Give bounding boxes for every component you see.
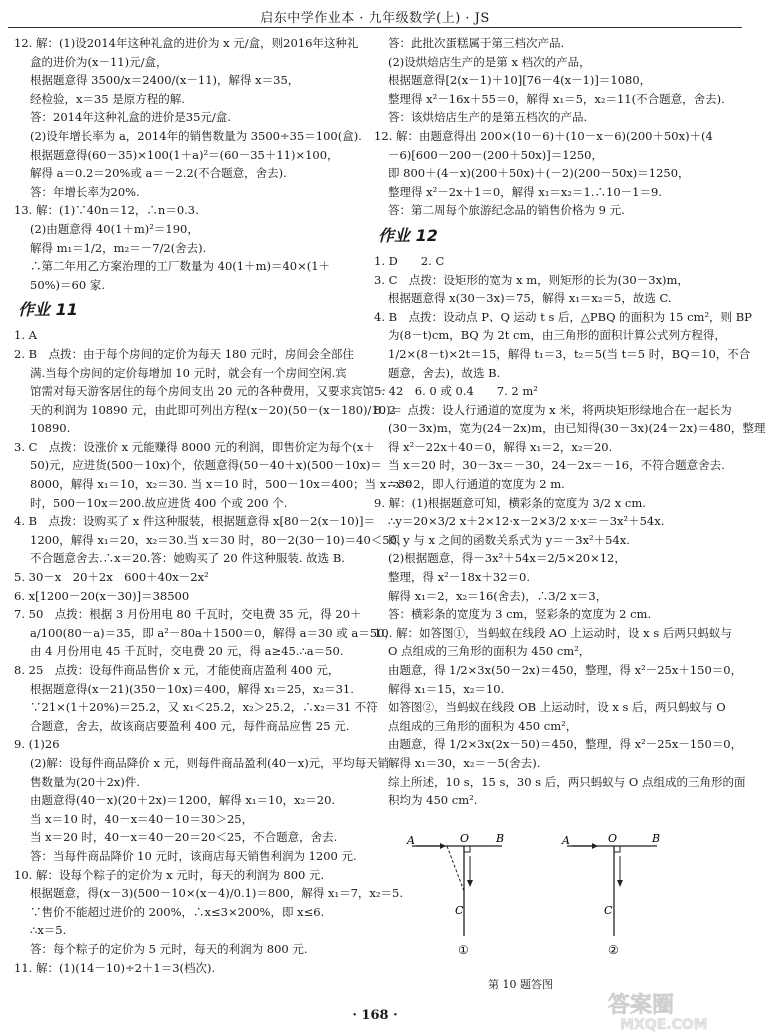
text-line: 解得 x₁＝30，x₂＝－5(舍去). [388, 755, 541, 770]
text-line: 根据题意得(60－35)×100(1＋a)²＝(60－35＋11)×100， [30, 147, 339, 162]
text-line: ∵21×(1＋20%)＝25.2，又 x₁＜25.2，x₂＞25.2，∴x₂＝31 不符 [30, 700, 378, 715]
text-line: 答：当每件商品降价 10 元时，该商店每天销售利润为 1200 元. [30, 848, 357, 863]
text-line: 7. 50 点拨：根据 3 月份用电 80 千瓦时，交电费 35 元，得 20＋ [14, 607, 362, 622]
text-line: 如答图②，当蚂蚁在线段 OB 上运动时，设 x s 后，两只蚂蚁与 O [388, 700, 726, 715]
text-line: 综上所述，10 s，15 s，30 s 后，两只蚂蚁与 O 点组成的三角形的面 [388, 774, 746, 789]
text-line: 答：该烘焙店生产的是第五档次的产品. [388, 110, 588, 125]
text-line: 3. C 点拨：设矩形的宽为 x m，则矩形的长为(30－3x)m， [374, 272, 689, 287]
text-line: 12. 解：由题意得出 200×(10－6)＋(10－x－6)(200＋50x)＋(4 [374, 128, 713, 143]
text-line: 整理得 x²－2x＋1＝0，解得 x₁＝x₂＝1.∴10－1＝9. [388, 184, 662, 199]
text-line: (2)解：设每件商品降价 x 元，则每件商品盈利(40－x)元，平均每天销 [30, 755, 390, 770]
text-line: ∴第二年用乙方案治理的工厂数量为 40(1＋m)＝40×(1＋ [30, 259, 331, 274]
label-a1: A [407, 834, 415, 847]
section-heading: 作业 11 [18, 300, 78, 320]
text-line: 即 y 与 x 之间的函数关系式为 y＝－3x²＋54x. [388, 532, 630, 547]
label-c2: C [604, 904, 613, 917]
text-line: O 点组成的三角形的面积为 450 cm²， [388, 644, 591, 659]
text-line: 解得 x₁＝2，x₂＝16(舍去)，∴3/2 x＝3， [388, 588, 608, 603]
text-line: 解得 m₁＝1/2，m₂＝－7/2(舍去). [30, 240, 207, 255]
text-line: 合题意，舍去，故该商店要盈利 400 元，每件商品应售 25 元. [30, 718, 350, 733]
label-o2: O [608, 832, 618, 845]
text-line: 由 4 月份用电 45 千瓦时，交电费 20 元，得 a≥45.∴a＝50. [30, 644, 344, 659]
text-line: (2)根据题意，得－3x²＋54x＝2/5×20×12， [388, 551, 626, 566]
text-line: 10. 解：设每个粽子的定价为 x 元时，每天的利润为 800 元. [14, 867, 325, 882]
text-line: 9. (1)26 [14, 737, 60, 752]
text-line: 3. C 点拨：设涨价 x 元能赚得 8000 元的利润，即售价定为每个(x＋ [14, 439, 375, 454]
text-line: ∴x＝5. [30, 923, 67, 938]
text-line: 根据题意得(x－21)(350－10x)＝400，解得 x₁＝25，x₂＝31. [30, 681, 354, 696]
text-line: 4. B 点拨：设购买了 x 件这种服装，根据题意得 x[80－2(x－10)]＝ [14, 514, 376, 529]
text-line: 答：2014年这种礼盒的进价是35元/盒. [30, 110, 231, 125]
text-line: 答：第二周每个旅游纪念品的销售价格为 9 元. [388, 203, 625, 218]
text-line: 答：每个粽子的定价为 5 元时，每天的利润为 800 元. [30, 941, 308, 956]
text-line: 当 x＝10 时，40－x＝40－10＝30＞25， [30, 811, 254, 826]
text-line: 9. 解：(1)根据题意可知，横彩条的宽度为 3/2 x cm. [374, 495, 646, 510]
text-line: 50%)＝60 家. [30, 277, 105, 292]
text-line: 解得 x₁＝15，x₂＝10. [388, 681, 505, 696]
section-heading: 作业 12 [378, 225, 438, 245]
figure-2 [561, 832, 660, 957]
text-line: ∵售价不能超过进价的 200%，∴x≤3×200%，即 x≤6. [30, 904, 325, 919]
label-o1: O [460, 832, 470, 845]
text-line: 根据题意，得(x－3)(500－10×(x－4)/0.1)＝800，解得 x₁＝7，x₂＝5. [30, 886, 403, 901]
header-title: 启东中学作业本 · 九年级数学(上) · JS [260, 11, 490, 26]
text-line: 由题意，得 1/2×3x(50－2x)＝450，整理，得 x²－25x＋150＝0， [388, 663, 743, 677]
text-line: 答：横彩条的宽度为 3 cm，竖彩条的宽度为 2 cm. [388, 607, 652, 622]
text-line: 整理，得 x²－18x＋32＝0. [388, 570, 530, 585]
text-line: 即 800＋(4－x)(200＋50x)＋(－2)(200－50x)＝1250， [388, 166, 690, 181]
watermark-line2: MXQE.COM [620, 1017, 708, 1033]
text-line: a/100(80－a)＝35，即 a²－80a＋1500＝0，解得 a＝30 或 a＝50， [30, 625, 396, 640]
text-line: (2)设烘焙店生产的是第 x 档次的产品， [388, 54, 591, 69]
right-column [374, 34, 765, 810]
text-line: 根据题意得 x(30－3x)＝75，解得 x₁＝x₂＝5，故选 C. [388, 291, 672, 306]
text-line: 解得 a＝0.2＝20%或 a＝－2.2(不合题意，舍去). [30, 166, 287, 181]
text-line: 根据题意得 3500/x＝2400/(x－11)，解得 x＝35， [30, 73, 300, 88]
text-line: 得 x²－22x＋40＝0，解得 x₁＝2，x₂＝20. [388, 439, 613, 454]
text-line: 50)元，应进货(500－10x)个，依题意得(50－40＋x)(500－10x)＝ [30, 458, 382, 473]
text-line: 6. x[1200－20(x－30)]＝38500 [14, 588, 190, 603]
text-line: 12. 解：(1)设2014年这种礼盒的进价为 x 元/盒，则2016年这种礼 [14, 36, 359, 50]
text-line: 11. 解：(1)(14－10)÷2＋1＝3(档次). [14, 960, 216, 975]
text-line: 1/2×(8－t)×2t＝15，解得 t₁＝3，t₂＝5(当 t＝5 时，BQ＝10，不合 [388, 346, 751, 361]
text-line: 根据题意得[2(x－1)＋10][76－4(x－1)]＝1080， [388, 73, 652, 88]
text-line: 5. 30－x 20＋2x 600＋40x－2x² [14, 570, 209, 585]
text-line: (30－3x)m，宽为(24－2x)m，由已知得(30－3x)(24－2x)＝480，整理 [388, 421, 765, 436]
figure-1 [406, 832, 504, 957]
text-line: 2. B 点拨：由于每个房间的定价为每天 180 元时，房间会全部住 [14, 346, 354, 361]
text-line: 4. B 点拨：设动点 P、Q 运动 t s 后，△PBQ 的面积为 15 cm²，则 BP [374, 309, 752, 324]
text-line: ∴y＝20×3/2 x＋2×12·x－2×3/2 x·x＝－3x²＋54x. [388, 514, 665, 529]
text-line: 由题意，得 1/2×3x(2x－50)＝450，整理，得 x²－25x－150＝0， [388, 737, 743, 752]
figure-num-2: ② [608, 943, 619, 957]
text-line: 馆需对每天游客居住的每个房间支出 20 元的各种费用，又要求宾馆一 [30, 384, 386, 399]
text-line: 点组成的三角形的面积为 450 cm²， [388, 718, 578, 733]
text-line: 8. 25 点拨：设每件商品售价 x 元，才能使商店盈利 400 元， [14, 663, 340, 677]
text-line: －6)[600－200－(200＋50x)]＝1250， [388, 147, 603, 162]
text-line: 时，500－10x＝200.故应进货 400 个或 200 个. [30, 495, 288, 510]
text-line: 8000，解得 x₁＝10，x₂＝30. 当 x＝10 时，500－10x＝400；当 x＝30 [30, 477, 413, 492]
text-line: 整理得 x²－16x＋55＝0，解得 x₁＝5，x₂＝11(不合题意，舍去). [388, 91, 725, 106]
page-number: · 168 · [352, 1008, 398, 1023]
text-line: 10890. [30, 421, 71, 436]
text-line: 答：此批次蛋糕属于第三档次产品. [388, 36, 565, 50]
answer-figure-10 [392, 832, 722, 986]
watermark-line1: 答案圈 [608, 993, 675, 1018]
text-line: 积均为 450 cm². [388, 793, 478, 808]
text-line: 题意，舍去)，故选 B. [388, 365, 501, 380]
text-line: 当 x＝20 时，40－x＝40－20＝20＜25，不合题意，舍去. [30, 830, 338, 845]
text-line: 由题意得(40－x)(20＋2x)＝1200，解得 x₁＝10，x₂＝20. [30, 793, 336, 808]
text-line: 满.当每个房间的定价每增加 10 元时，就会有一个房间空闲.宾 [30, 365, 347, 380]
text-line: 答：年增长率为20%. [30, 184, 140, 199]
figure-caption: 第 10 题答图 [488, 978, 553, 991]
text-line: 1. A [14, 328, 37, 343]
text-line: 1200，解得 x₁＝20，x₂＝30.当 x＝30 时，80－2(30－10)＝40＜50， [30, 532, 409, 547]
text-line: 售数量为(20＋2x)件. [30, 774, 141, 789]
label-c1: C [455, 904, 464, 917]
text-line: 经检验，x＝35 是原方程的解. [30, 91, 185, 106]
watermark-logo [600, 988, 745, 1032]
text-line: 天的利润为 10890 元，由此即可列出方程(x－20)(50－(x－180)/10)＝ [30, 402, 403, 417]
label-b2: B [652, 832, 661, 845]
figure-num-1: ① [458, 943, 469, 957]
text-line: 为(8－t)cm，BQ 为 2t cm，由三角形的面积计算公式列方程得， [388, 328, 726, 343]
text-line: (2)设年增长率为 a，2014年的销售数量为 3500÷35＝100(盒). [30, 128, 362, 143]
label-a2: A [562, 834, 570, 847]
label-b1: B [496, 832, 505, 845]
page-header [0, 0, 750, 30]
text-line: 不合题意舍去.∴x＝20.答：她购买了 20 件这种服装. 故选 B. [30, 551, 345, 566]
text-line: ∴x＝2，即人行通道的宽度为 2 m. [388, 477, 565, 492]
text-line: 1. D 2. C [374, 253, 445, 268]
text-line: 当 x＝20 时，30－3x＝－30，24－2x＝－16，不符合题意舍去. [388, 458, 725, 473]
text-line: 5. 42 6. 0 或 0.4 7. 2 m² [374, 384, 538, 399]
text-line: 13. 解：(1)∵40n＝12，∴n＝0.3. [14, 203, 199, 218]
text-line: 8. 2 点拨：设人行通道的宽度为 x 米，将两块矩形绿地合在一起长为 [374, 402, 732, 417]
text-line: (2)由题意得 40(1＋m)²＝190， [30, 221, 199, 236]
text-line: 10. 解：如答图①，当蚂蚁在线段 AO 上运动时，设 x s 后两只蚂蚁与 [374, 625, 732, 640]
text-line: 盒的进价为(x－11)元/盒， [30, 54, 168, 69]
header-rule [8, 27, 742, 28]
